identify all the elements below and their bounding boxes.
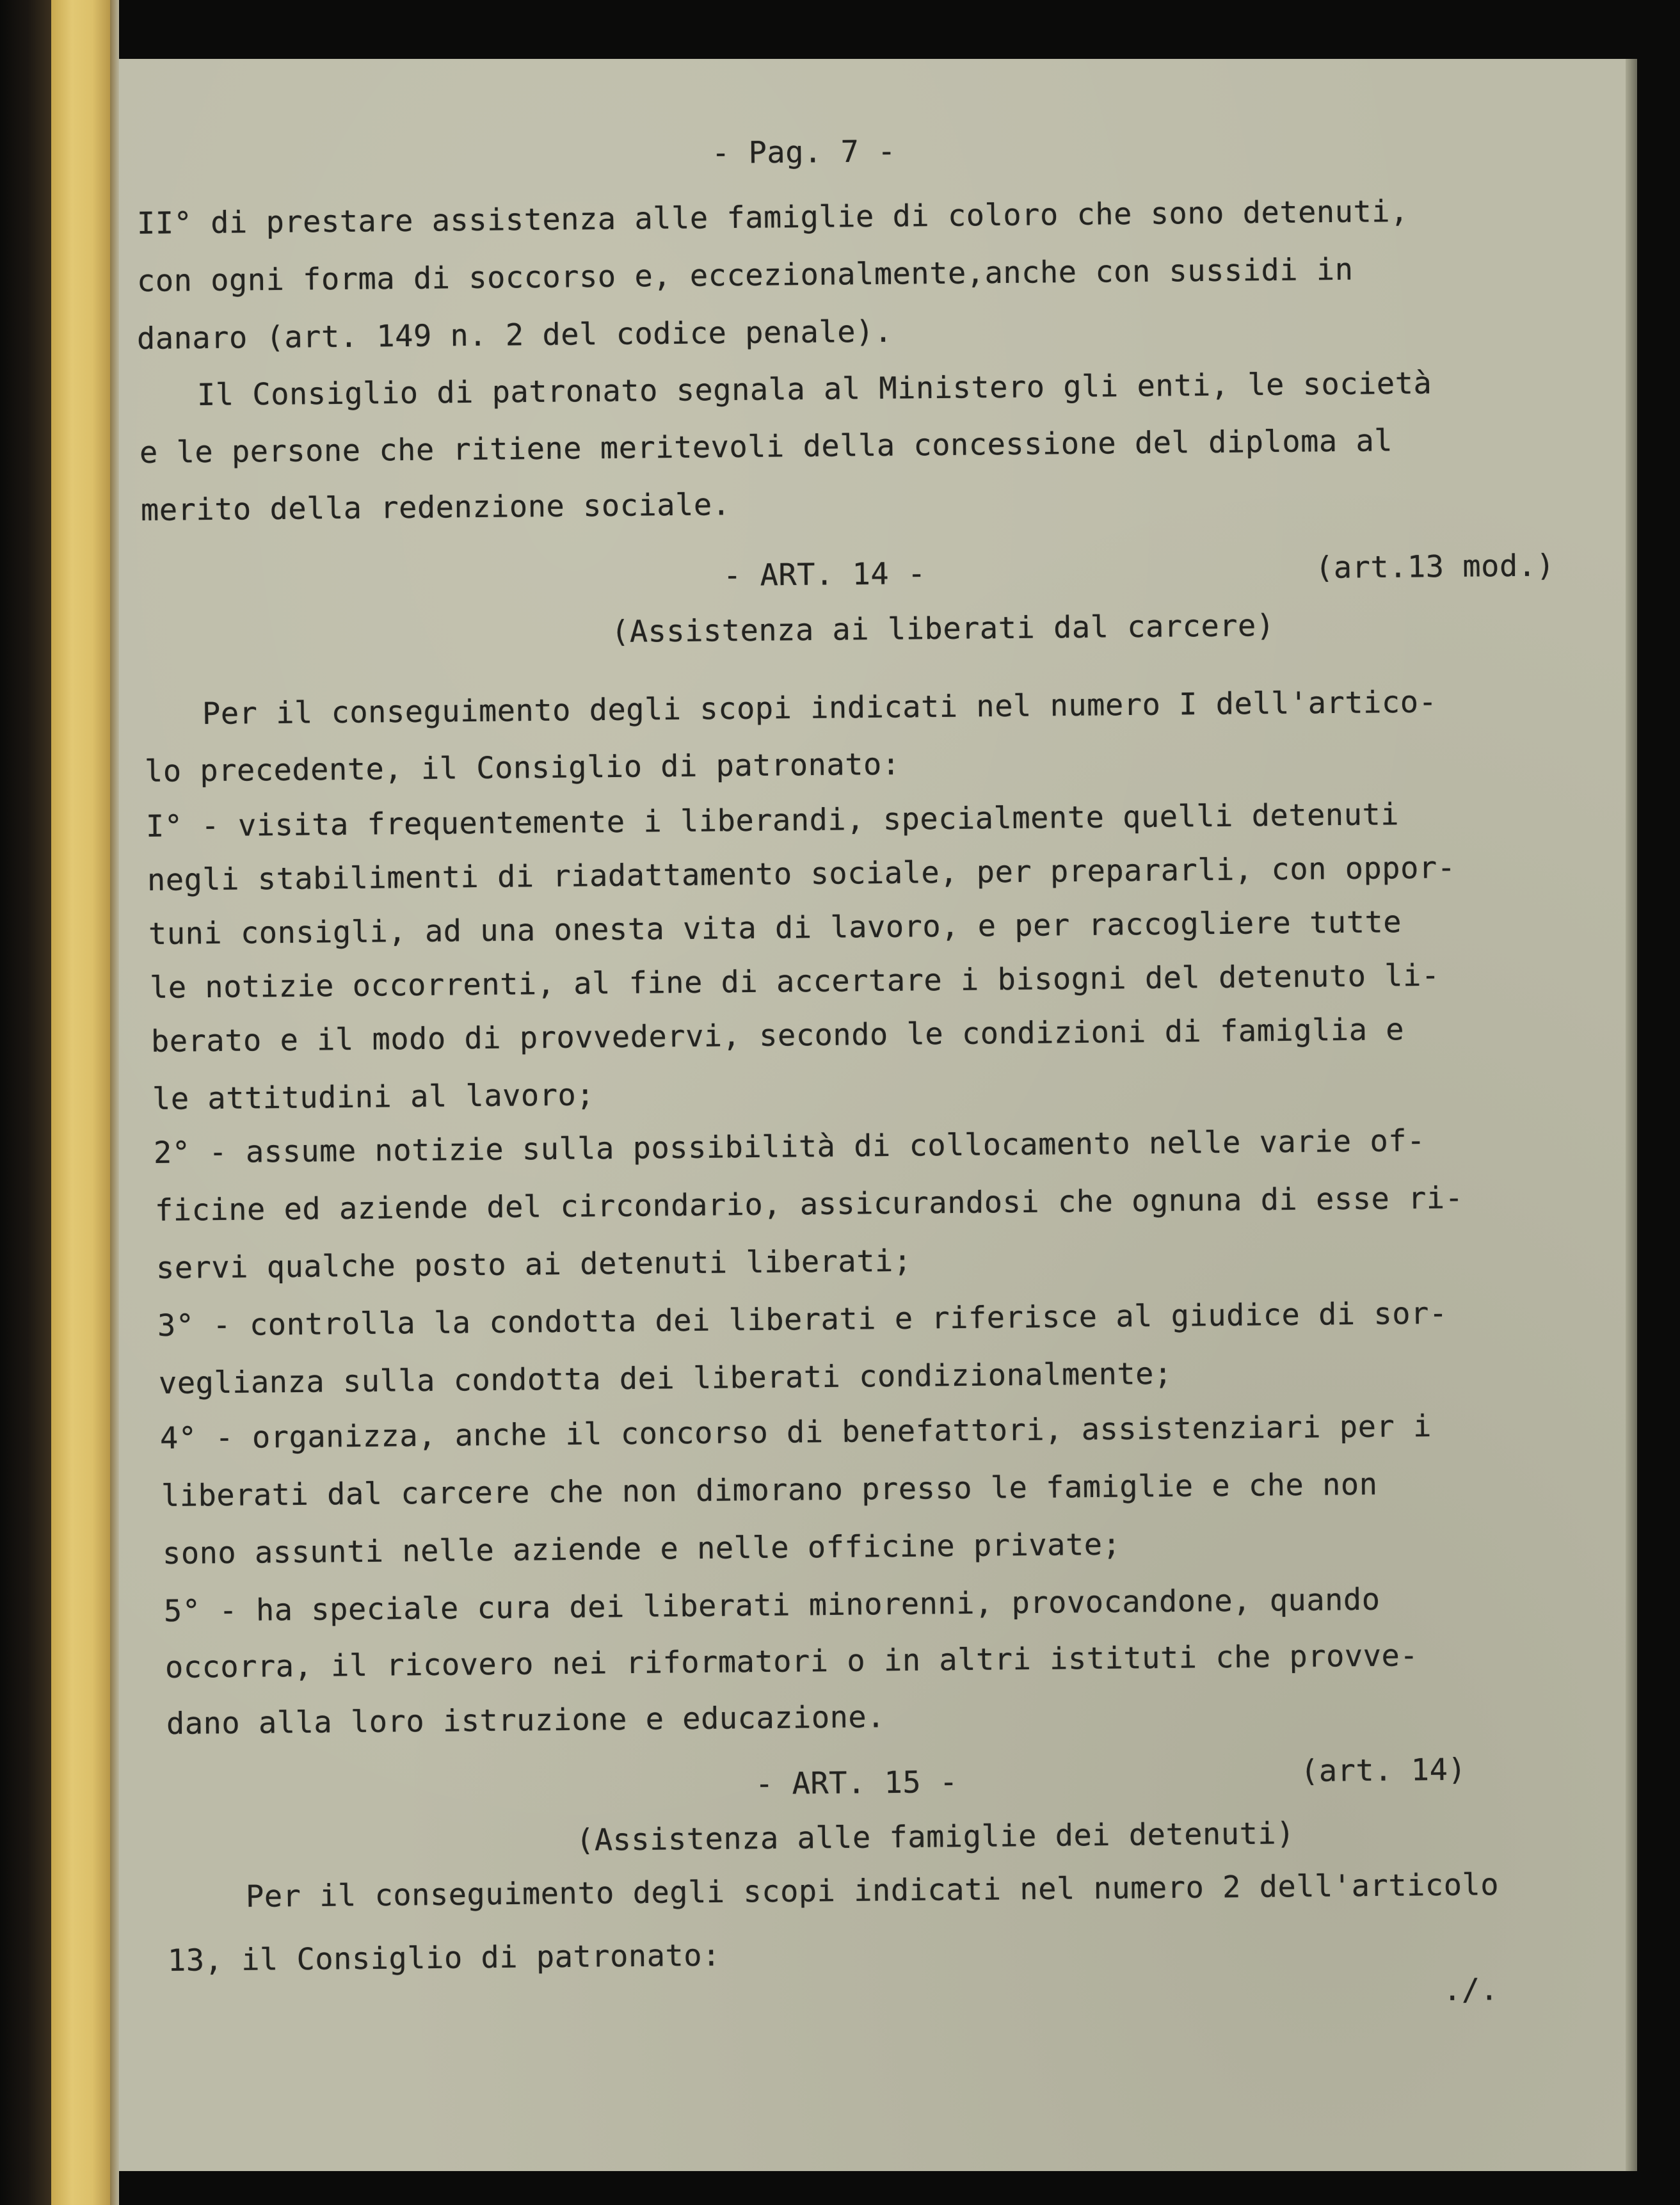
article-15-intro-line: Per il conseguimento degli scopi indicati nel numero 2 dell'articolo [245,1867,1500,1914]
paragraph-line: danaro (art. 149 n. 2 del codice penale). [136,314,893,357]
article-14-item-line: dano alla loro istruzione e educazione. [166,1699,886,1742]
article-14-item-line: 5° - ha speciale cura dei liberati minorenni, provocandone, quando [163,1582,1380,1629]
article-14-item-line: 2° - assume notizie sulla possibilità di collocamento nelle varie of- [153,1123,1426,1171]
article-15-heading: - ART. 15 - [755,1764,959,1802]
article-14-item-line: liberati dal carcere che non dimorano presso le famiglie e che non [161,1466,1378,1514]
article-14-item-line: berato e il modo di provvedervi, secondo le condizioni di famiglia e [150,1012,1405,1059]
paragraph-line: II° di prestare assistenza alle famiglie di coloro che sono detenuti, [136,193,1409,241]
article-14-item-line: le attitudini al lavoro; [152,1077,595,1117]
article-14-item-line: I° - visita frequentemente i liberandi, specialmente quelli detenuti [145,797,1400,844]
article-14-item-line: le notizie occorrenti, al fine di accertare i bisogni del detenuto li- [149,958,1440,1006]
article-15-reference: (art. 14) [1300,1752,1467,1789]
article-14-item-line: sono assunti nelle aziende e nelle officine private; [162,1527,1121,1571]
article-14-heading: - ART. 14 - [723,556,927,593]
paragraph-line: e le persone che ritiene meritevoli della concessione del diploma al [139,423,1393,470]
article-14-item-line: ficine ed aziende del circondario, assicurandosi che ognuna di esse ri- [154,1180,1464,1228]
article-14-item-line: tuni consigli, ad una onesta vita di lavoro, e per raccogliere tutte [148,904,1402,952]
paragraph-line: merito della redenzione sociale. [140,487,731,528]
article-15-intro-line: 13, il Consiglio di patronato: [167,1937,721,1978]
article-14-intro-line: lo precedente, il Consiglio di patronato: [144,746,900,789]
article-15-subtitle: (Assistenza alle famiglie dei detenuti) [575,1816,1295,1858]
article-14-reference: (art.13 mod.) [1315,548,1555,586]
article-14-subtitle: (Assistenza ai liberati dal carcere) [611,608,1275,650]
article-14-item-line: 4° - organizza, anche il concorso di benefattori, assistenziari per i [159,1408,1432,1456]
article-14-intro-line: Per il conseguimento degli scopi indicati nel numero I dell'artico- [202,684,1437,732]
article-14-item-line: veglianza sulla condotta dei liberati condizionalmente; [158,1356,1172,1401]
continuation-mark: ./. [1443,1972,1499,2008]
article-14-item-line: negli stabilimenti di riadattamento sociale, per prepararli, con oppor- [147,850,1456,898]
paragraph-line: Il Consiglio di patronato segnala al Ministero gli enti, le società [196,365,1432,413]
article-14-item-line: 3° - controlla la condotta dei liberati e riferisce al giudice di sor- [157,1295,1448,1343]
article-14-item-line: servi qualche posto ai detenuti liberati; [156,1243,912,1286]
article-14-item-line: occorra, il ricovero nei riformatori o in altri istituti che provve- [164,1638,1419,1685]
page-header: - Pag. 7 - [711,134,897,171]
paragraph-line: con ogni forma di soccorso e, eccezionalmente,anche con sussidi in [136,252,1354,299]
